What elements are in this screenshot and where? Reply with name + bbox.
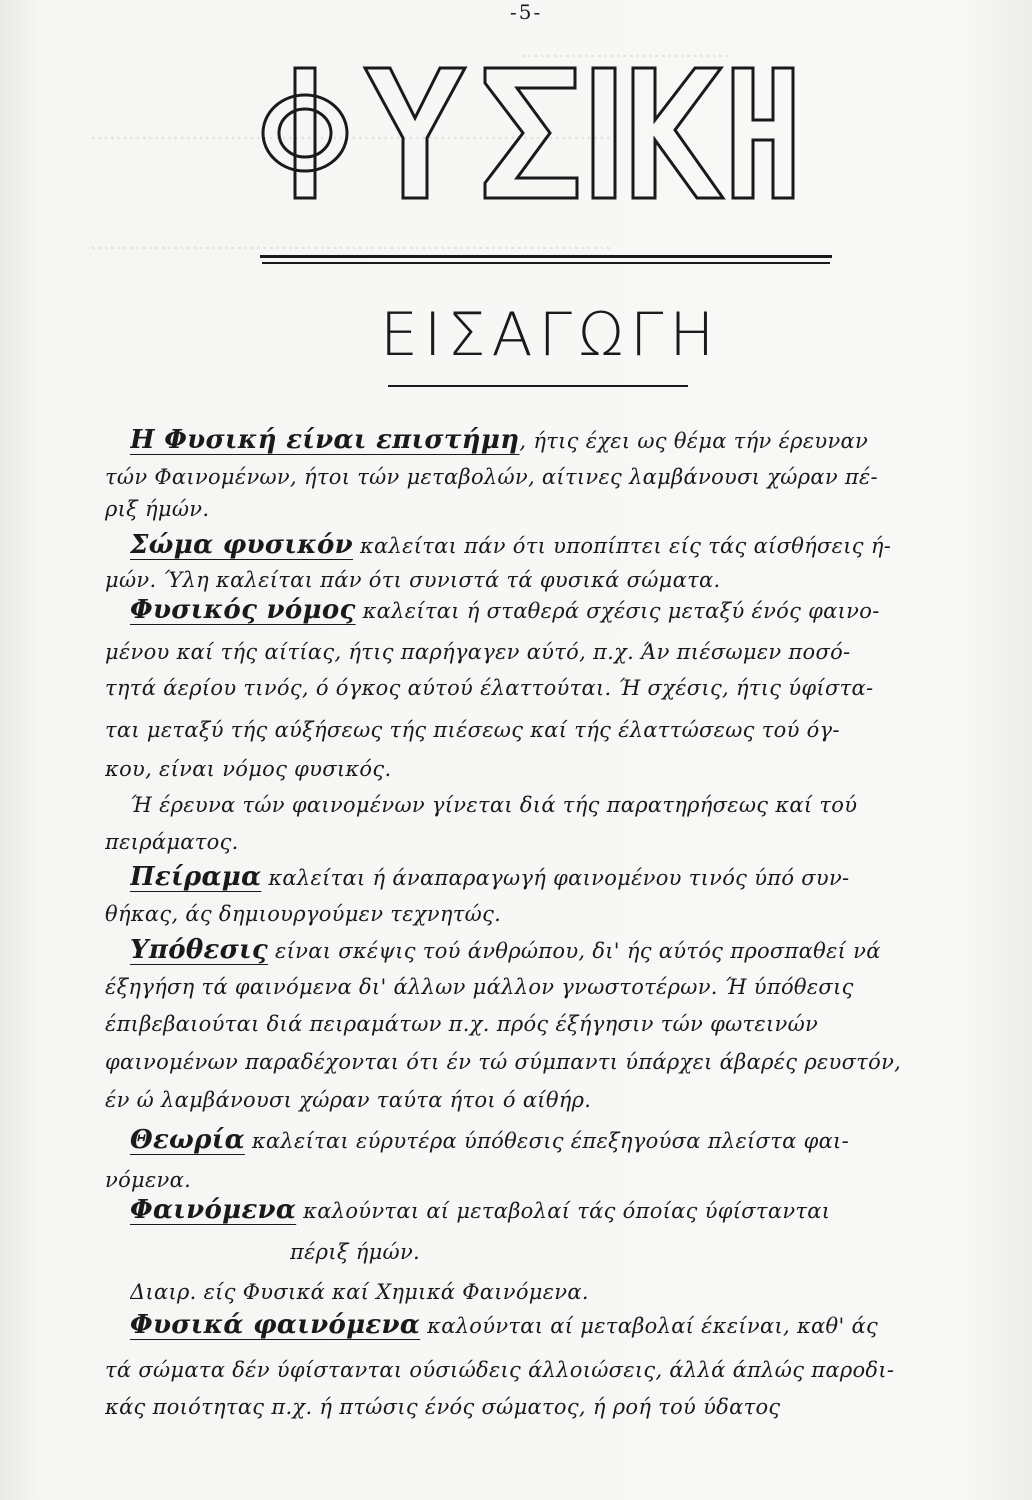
text-line: πέριξ ήμών.: [290, 1240, 420, 1264]
text-line: μένου καί τής αίτίας, ήτις παρήγαγεν αύτό, π.χ. Άν πιέσωμεν ποσό-: [105, 640, 851, 664]
text-line: φαινομένων παραδέχονται ότι έν τώ σύμπαντι ύπάρχει άβαρές ρευστόν,: [105, 1050, 902, 1074]
text-line: νόμενα.: [105, 1168, 192, 1192]
text-line: Διαιρ. είς Φυσικά καί Χημικά Φαινόμενα.: [130, 1280, 589, 1304]
title-underline: [260, 255, 832, 258]
text-line: Φυσικός νόμος καλείται ή σταθερά σχέσις μεταξύ ένός φαινο-: [130, 595, 880, 625]
section-heading-underline: [388, 385, 688, 387]
text-line: Ή έρευνα τών φαινομένων γίνεται διά τής παρατηρήσεως καί τού: [130, 793, 858, 817]
bleed-through-text: .................................: [520, 38, 730, 62]
text-line: πειράματος.: [105, 830, 239, 854]
text-line: κάς ποιότητας π.χ. ή πτώσις ένός σώματος, ή ροή τού ύδατος: [105, 1395, 781, 1419]
text-line: Υπόθεσις είναι σκέψις τού άνθρώπου, δι' ής αύτός προσπαθεί νά: [130, 935, 881, 965]
text-line: μών. Ύλη καλείται πάν ότι συνιστά τά φυσικά σώματα.: [105, 568, 721, 592]
text-line: Σώμα φυσικόν καλείται πάν ότι υποπίπτει είς τάς αίσθήσεις ή-: [130, 530, 892, 560]
text-line: Πείραμα καλείται ή άναπαραγωγή φαινομένου τινός ύπό συν-: [130, 862, 850, 892]
text-line: έπιβεβαιούται διά πειραμάτων π.χ. πρός έξήγησιν τών φωτεινών: [105, 1012, 819, 1036]
text-line: έξηγήση τά φαινόμενα δι' άλλων μάλλον γνωστοτέρων. Ή ύπόθεσις: [105, 975, 854, 999]
text-line: Θεωρία καλείται εύρυτέρα ύπόθεσις έπεξηγούσα πλείστα φαι-: [130, 1125, 849, 1155]
text-line: τών Φαινομένων, ήτοι τών μεταβολών, αίτινες λαμβάνουσι χώραν πέ-: [105, 465, 878, 489]
page-title: [255, 58, 795, 208]
text-line: κου, είναι νόμος φυσικός.: [105, 757, 392, 781]
text-line: Φυσικά φαινόμενα καλούνται αί μεταβολαί έκείναι, καθ' άς: [130, 1310, 879, 1340]
text-line: τητά άερίου τινός, ό όγκος αύτού έλαττούται. Ή σχέσις, ήτις ύφίστα-: [105, 676, 874, 700]
text-line: ται μεταξύ τής αύξήσεως τής πιέσεως καί τής έλαττώσεως τού όγ-: [105, 718, 840, 742]
bleed-through-text: ..................................................................................: [90, 230, 612, 254]
text-line: θήκας, άς δημιουργούμεν τεχνητώς.: [105, 902, 502, 926]
bleed-through-text: ..................................................................................: [90, 120, 612, 144]
text-line: Φαινόμενα καλούνται αί μεταβολαί τάς όποίας ύφίστανται: [130, 1195, 831, 1225]
section-heading: ΕΙΣΑΓΩΓΗ: [380, 300, 721, 370]
text-line: τά σώματα δέν ύφίστανται ούσιώδεις άλλοιώσεις, άλλά άπλώς παροδι-: [105, 1358, 895, 1382]
text-line: Η Φυσική είναι επιστήμη, ήτις έχει ως θέμα τήν έρευναν: [130, 425, 869, 455]
title-underline: [262, 262, 830, 264]
page-number: -5-: [510, 0, 543, 24]
text-line: έν ώ λαμβάνουσι χώραν ταύτα ήτοι ό αίθήρ.: [105, 1088, 592, 1112]
text-line: ριξ ήμών.: [105, 497, 210, 521]
title-outline-lettering: [255, 58, 795, 208]
